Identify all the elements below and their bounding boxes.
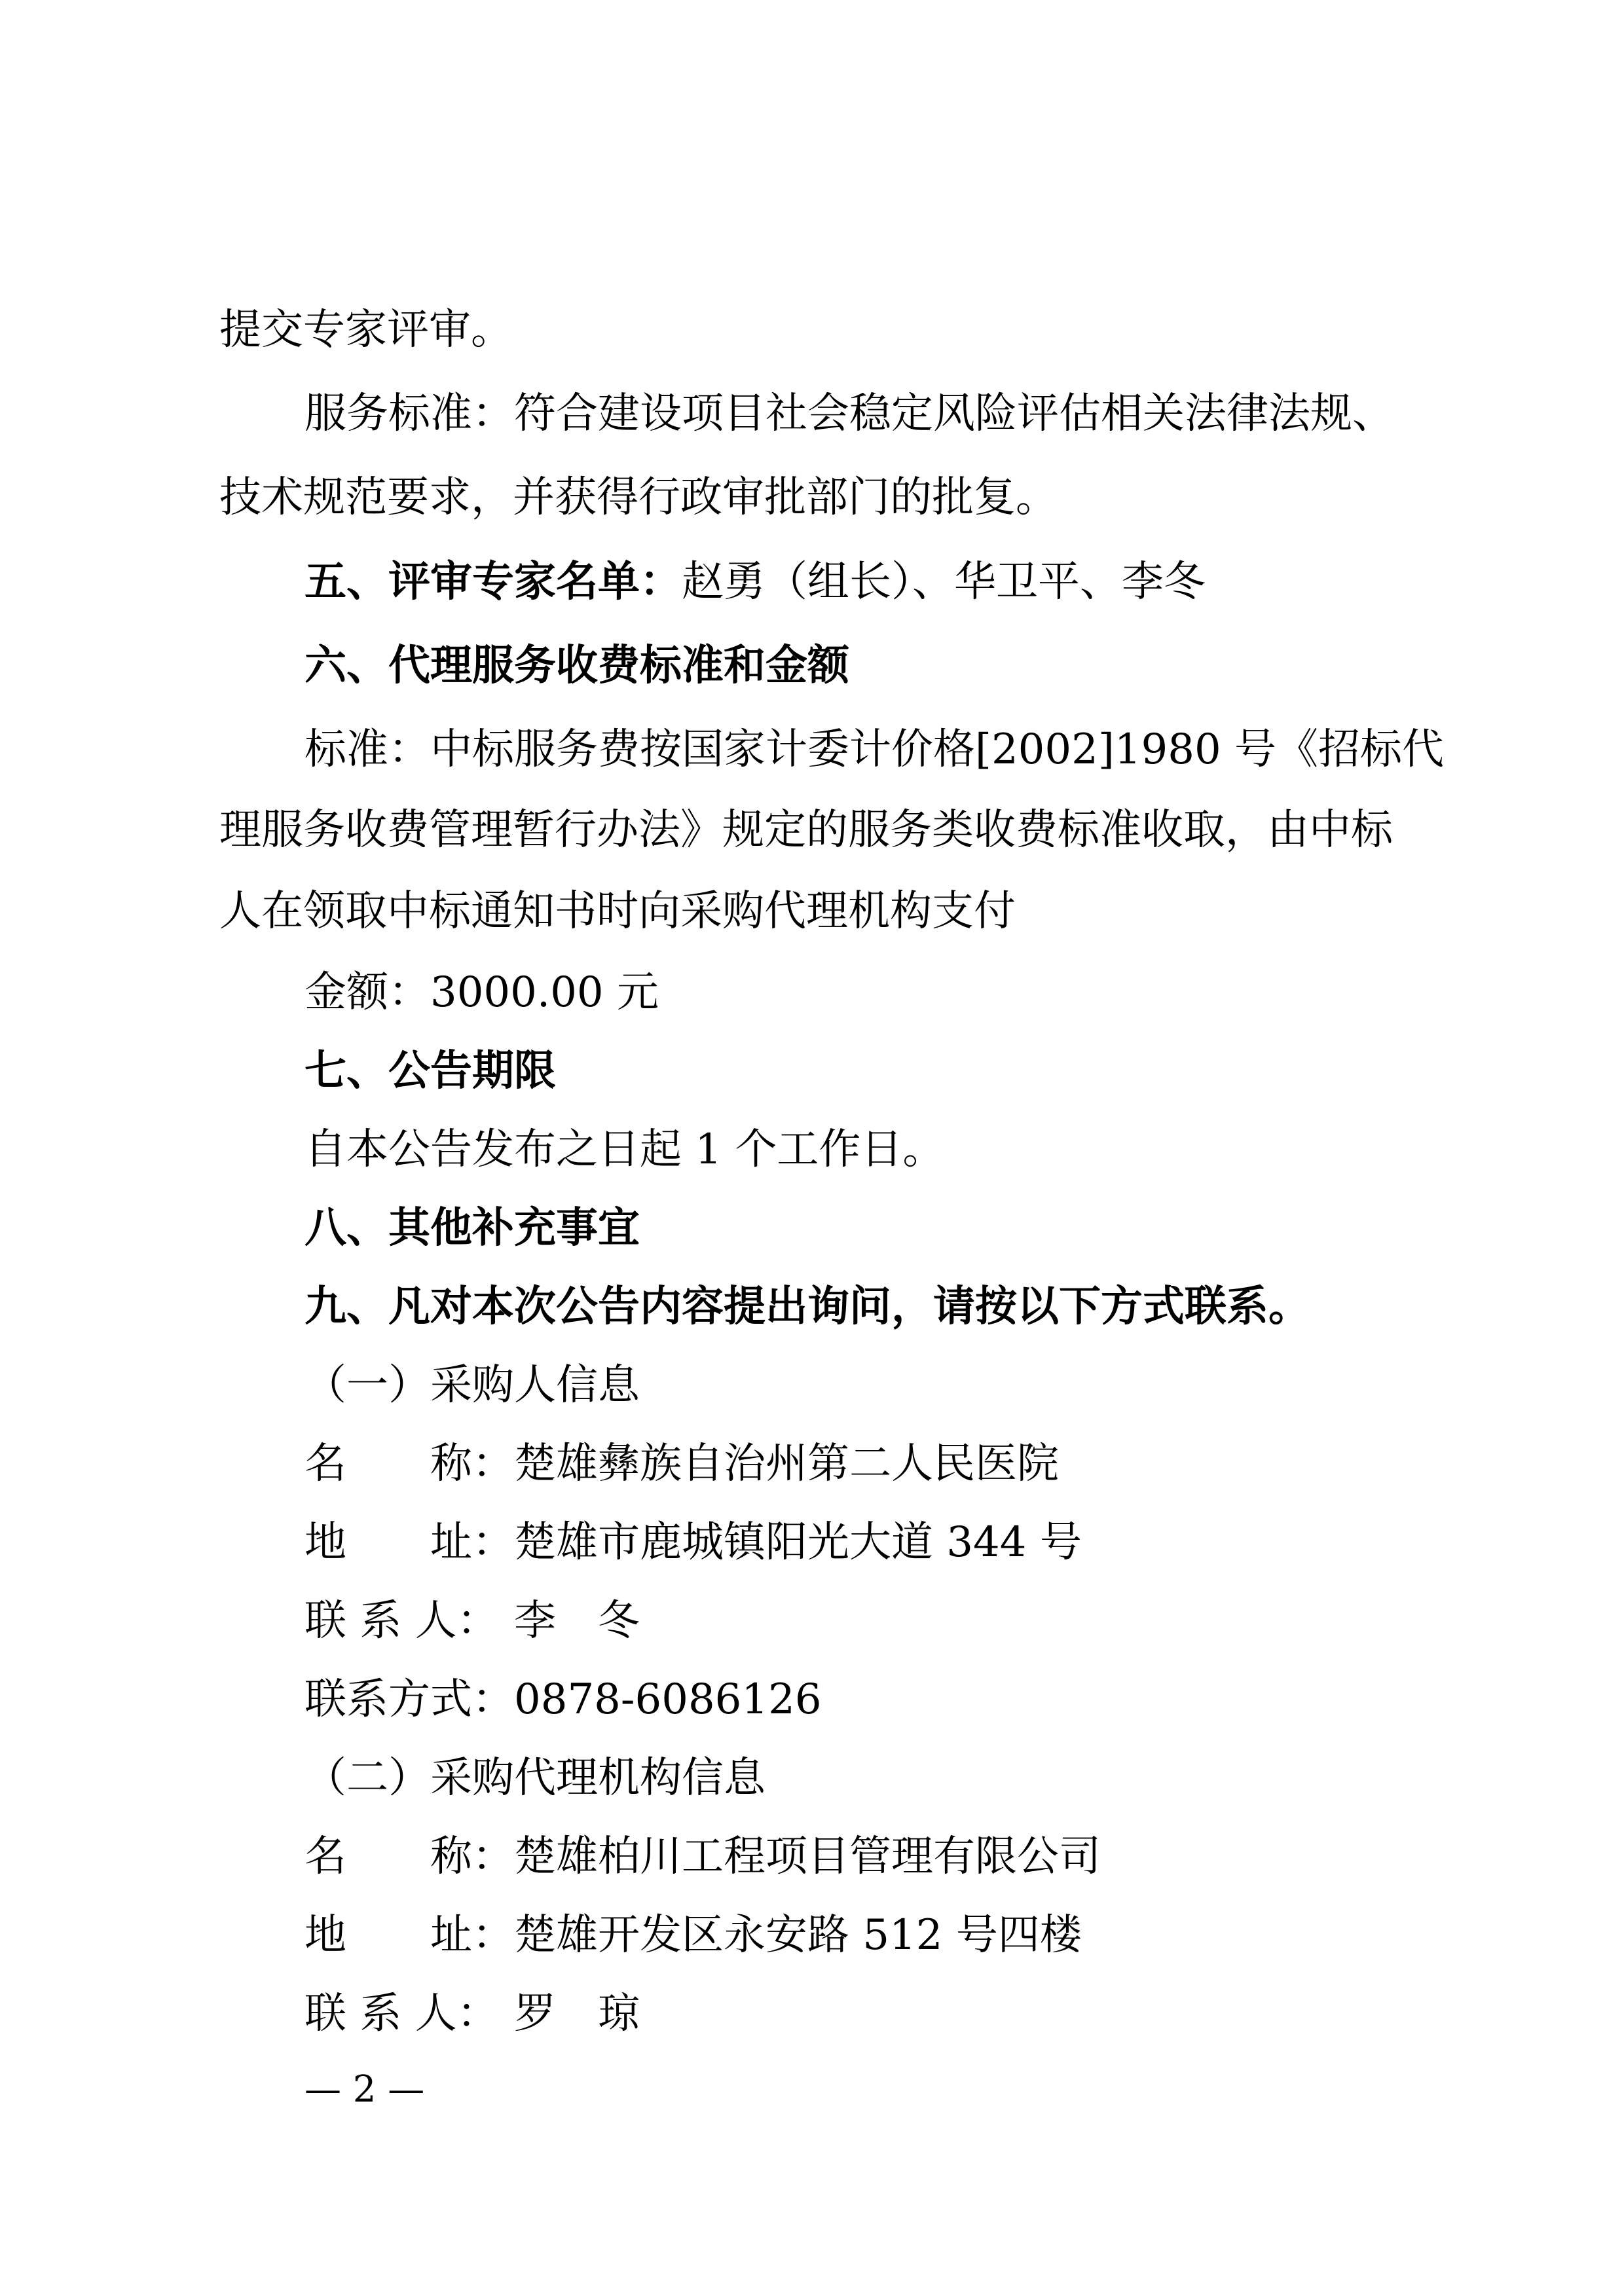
purchaser-address-row <box>304 1518 1082 1567</box>
purchaser-heading: （一）采购人信息 <box>304 1361 640 1410</box>
section-heading-9: 九、凡对本次公告内容提出询问，请按以下方式联系。 <box>304 1283 1310 1331</box>
purchaser-address: 楚雄市鹿城镇阳光大道 344 号 <box>514 1518 1082 1567</box>
fee-amount: 金额：3000.00 元 <box>304 968 659 1017</box>
fee-standard-line-1: 标准：中标服务费按国家计委计价格[2002]1980 号《招标代 <box>304 725 1445 774</box>
para-line-1: 提交专家评审。 <box>219 306 513 354</box>
purchaser-name-label: 名 称： <box>304 1440 514 1488</box>
fee-standard-line-2: 理服务收费管理暂行办法》规定的服务类收费标准收取，由中标 <box>219 806 1393 854</box>
agency-contact: 罗 琼 <box>514 1990 640 2038</box>
experts-heading: 五、评审专家名单： <box>304 558 682 606</box>
agency-address: 楚雄开发区永安路 512 号四楼 <box>514 1911 1082 1959</box>
purchaser-phone: 0878-6086126 <box>514 1675 822 1724</box>
purchaser-contact-row <box>304 1597 640 1645</box>
fee-standard-line-3: 人在领取中标通知书时向采购代理机构支付 <box>219 887 1016 936</box>
section-heading-8: 八、其他补充事宜 <box>304 1204 640 1252</box>
purchaser-contact-label: 联 系 人： <box>304 1597 499 1645</box>
section-heading-7: 七、公告期限 <box>304 1047 556 1095</box>
purchaser-contact: 李 冬 <box>514 1597 640 1645</box>
purchaser-address-label: 地 址： <box>304 1518 514 1567</box>
experts-line <box>304 558 1206 606</box>
notice-period: 自本公告发布之日起 1 个工作日。 <box>304 1125 945 1174</box>
purchaser-name: 楚雄彝族自治州第二人民医院 <box>514 1440 1059 1488</box>
agency-address-row <box>304 1911 1082 1959</box>
agency-contact-label: 联 系 人： <box>304 1990 499 2038</box>
purchaser-phone-label: 联系方式： <box>304 1675 514 1724</box>
agency-contact-row <box>304 1990 640 2038</box>
page-number: — 2 — <box>304 2068 425 2111</box>
agency-name-row <box>304 1832 1101 1881</box>
agency-name-label: 名 称： <box>304 1832 514 1881</box>
agency-heading: （二）采购代理机构信息 <box>304 1754 766 1802</box>
experts-list: 赵勇（组长）、华卫平、李冬 <box>682 558 1206 606</box>
service-standard-line-2: 技术规范要求，并获得行政审批部门的批复。 <box>219 473 1058 522</box>
purchaser-phone-row <box>304 1675 822 1724</box>
agency-address-label: 地 址： <box>304 1911 514 1959</box>
agency-name: 楚雄柏川工程项目管理有限公司 <box>514 1832 1101 1881</box>
section-heading-6: 六、代理服务收费标准和金额 <box>304 642 849 690</box>
service-standard-line-1: 服务标准：符合建设项目社会稳定风险评估相关法律法规、 <box>304 390 1394 438</box>
purchaser-name-row <box>304 1440 1059 1488</box>
